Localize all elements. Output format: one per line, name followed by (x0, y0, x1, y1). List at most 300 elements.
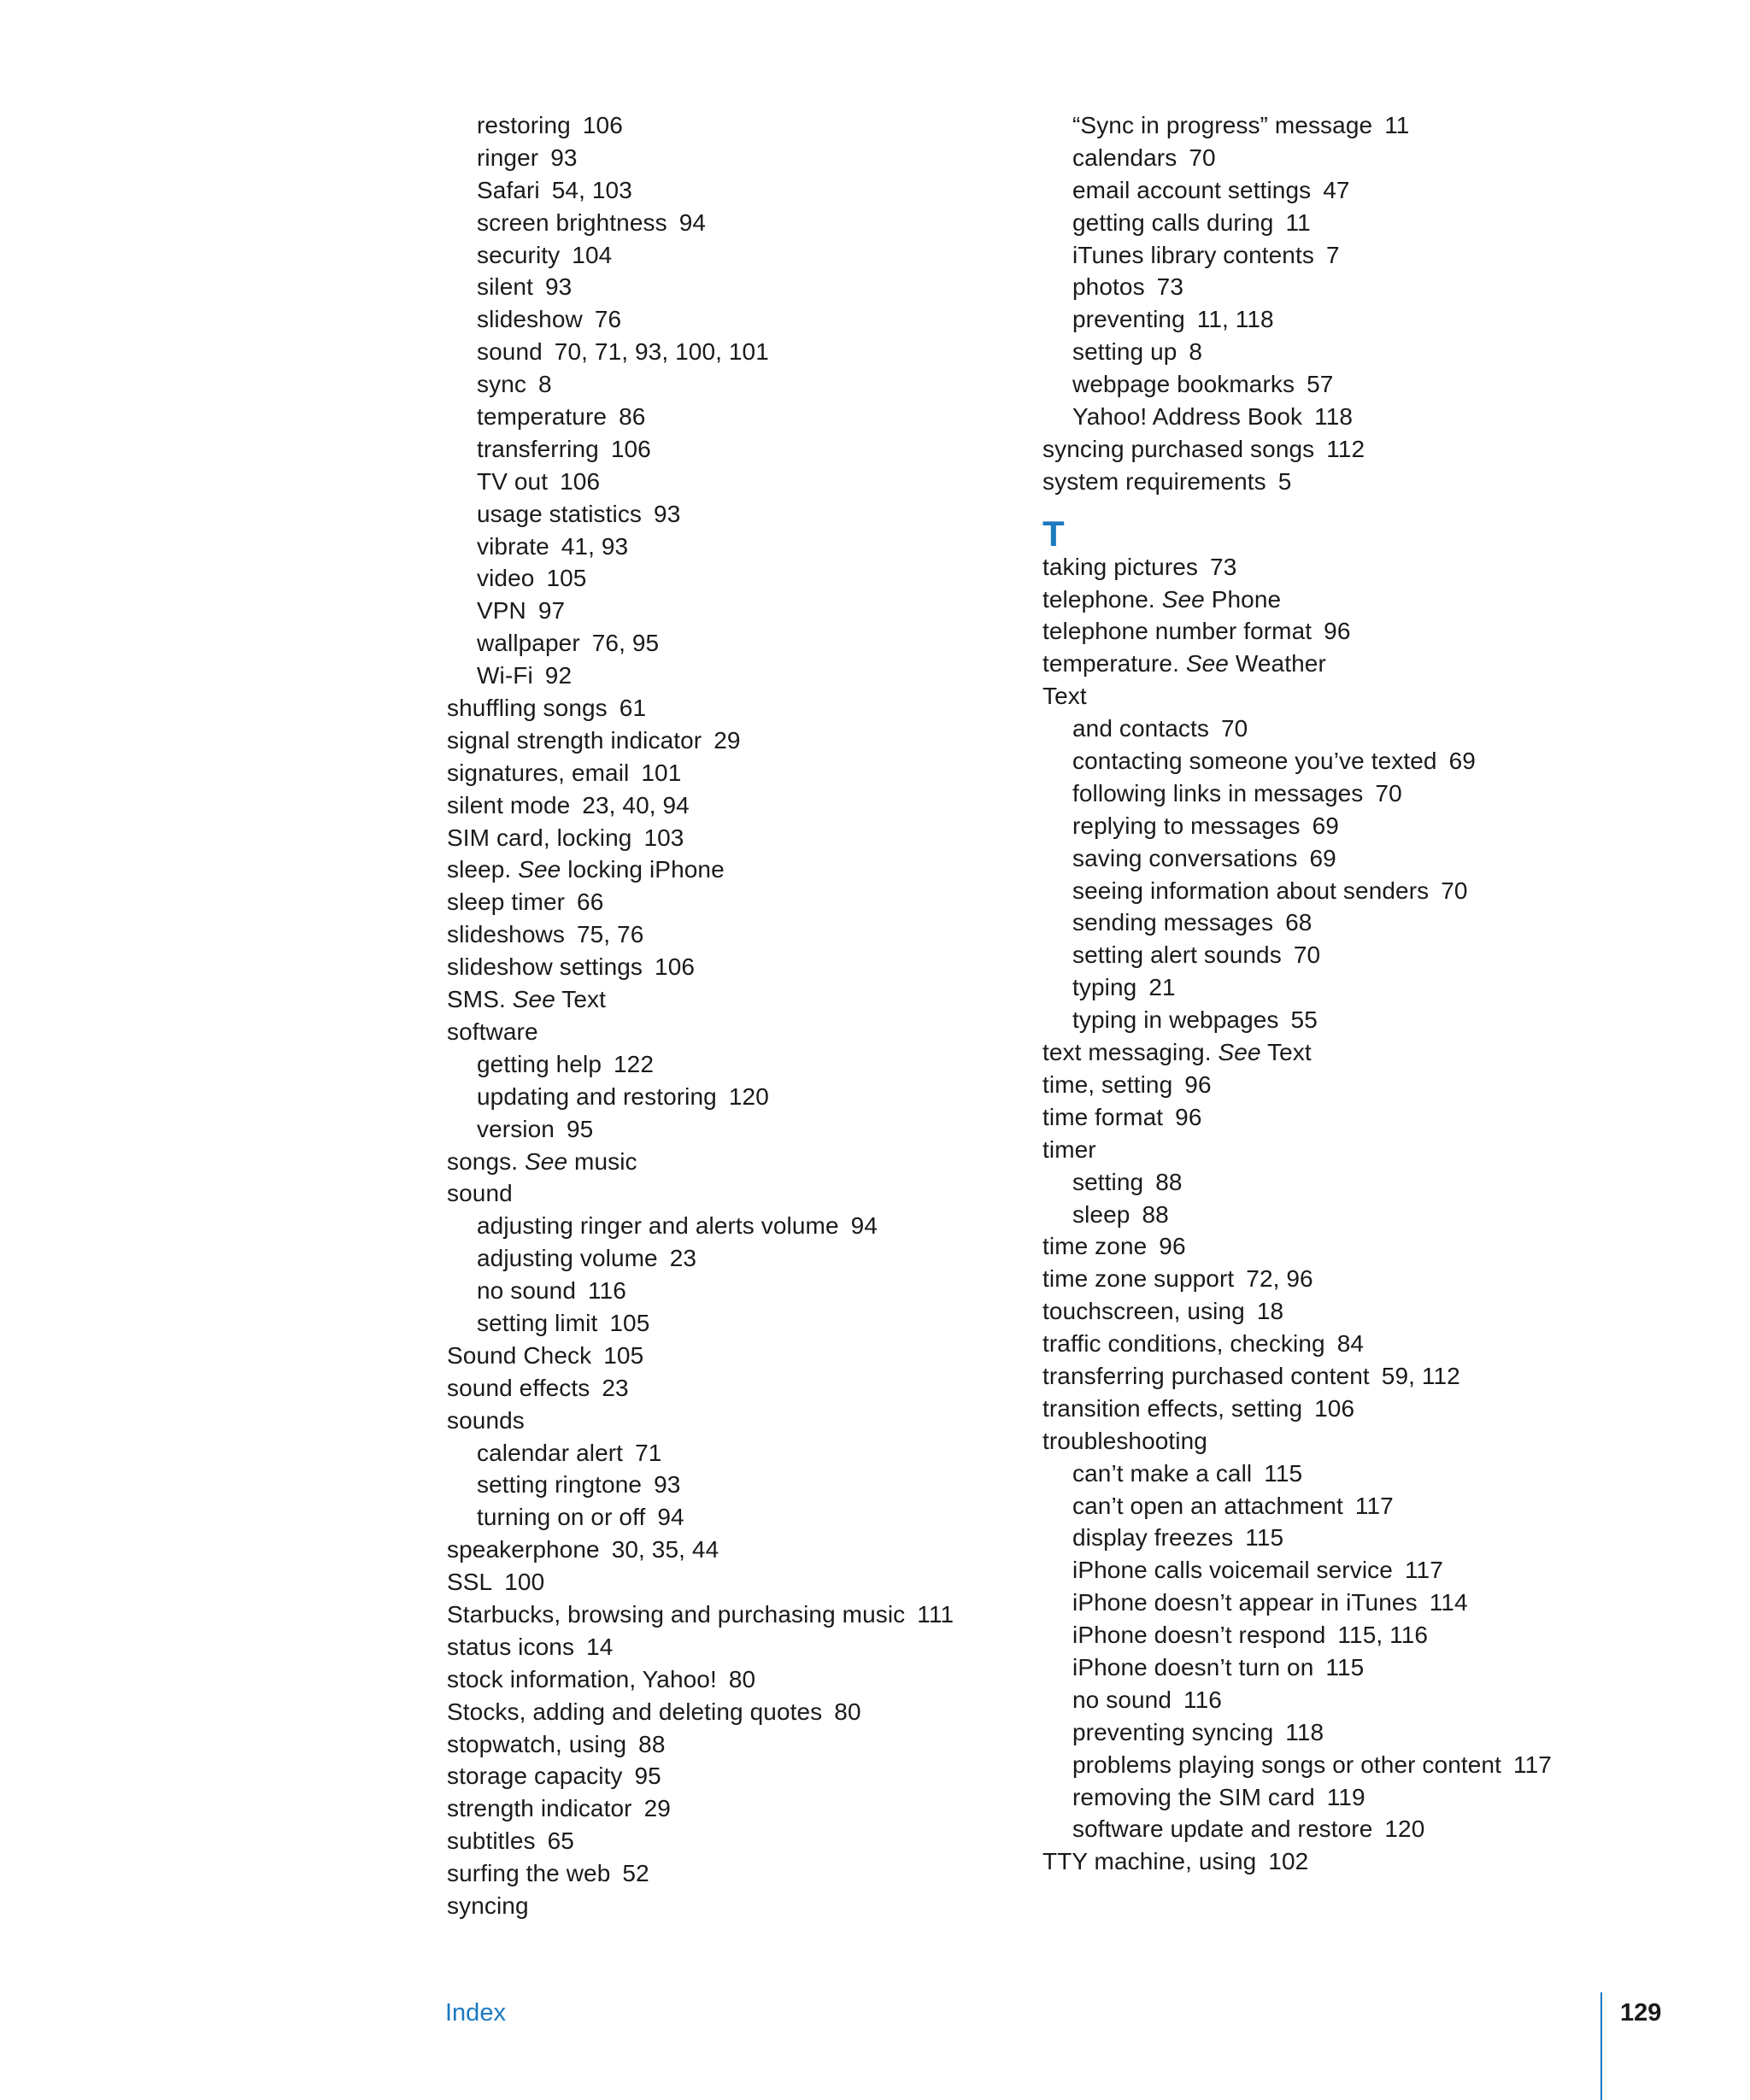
index-term: syncing purchased songs (1042, 435, 1315, 462)
index-page-refs: 70, 71, 93, 100, 101 (554, 338, 769, 366)
see-reference-target: music (574, 1147, 637, 1175)
index-term: temperature (477, 403, 608, 431)
index-page-refs: 92 (544, 662, 573, 689)
index-entry (447, 1177, 994, 1210)
index-term: sending messages (1072, 909, 1274, 936)
index-page-refs: 72, 96 (1246, 1265, 1313, 1293)
index-page-refs: 29 (643, 1795, 671, 1822)
index-page-refs: 66 (577, 889, 604, 916)
index-subentry (447, 109, 994, 142)
index-page-refs: 94 (850, 1212, 878, 1240)
index-subentry (1042, 939, 1641, 971)
index-term: software (447, 1018, 538, 1045)
index-page-refs: 11, 118 (1196, 306, 1274, 333)
index-subentry (1042, 1554, 1641, 1587)
index-subentry (1042, 1490, 1641, 1522)
index-term: taking pictures (1042, 553, 1199, 580)
index-term: transition effects, setting (1042, 1394, 1303, 1422)
index-term: silent mode (447, 791, 571, 818)
index-page-refs: 23, 40, 94 (582, 791, 690, 818)
index-term: sleep. (447, 856, 512, 883)
index-page-refs: 59, 112 (1381, 1362, 1460, 1389)
index-entry (1042, 615, 1641, 648)
index-page-refs: 100 (504, 1569, 545, 1596)
index-page-refs: 30, 35, 44 (611, 1536, 719, 1563)
index-term: timer (1042, 1135, 1096, 1163)
index-term: sync (477, 371, 526, 398)
index-term: updating and restoring (477, 1082, 717, 1110)
index-page-refs: 80 (834, 1698, 861, 1725)
index-entry (1042, 1134, 1641, 1166)
index-subentry (1042, 875, 1641, 907)
index-term: Stocks, adding and deleting quotes (447, 1698, 823, 1725)
index-page-refs: 70 (1375, 779, 1402, 807)
index-subentry (447, 303, 994, 336)
index-term: sound (447, 1180, 513, 1207)
index-term: sleep (1072, 1200, 1130, 1228)
see-reference-label: See (1185, 650, 1229, 678)
index-entry (447, 1760, 994, 1792)
index-entry (447, 886, 994, 918)
index-entry (447, 1696, 994, 1728)
index-subentry (1042, 1781, 1641, 1814)
index-term: Text (1042, 683, 1087, 710)
index-term: time format (1042, 1103, 1164, 1130)
index-page-refs: 84 (1336, 1330, 1365, 1358)
index-subentry (447, 1437, 994, 1469)
index-entry (1042, 1295, 1641, 1328)
index-entry (447, 1857, 994, 1890)
index-page-refs: 69 (1448, 748, 1476, 775)
index-term: songs. (447, 1147, 519, 1175)
index-entry (1042, 680, 1641, 713)
index-page-refs: 117 (1512, 1751, 1552, 1778)
index-term: following links in messages (1072, 779, 1364, 807)
index-term: iPhone calls voicemail service (1072, 1557, 1393, 1584)
index-page-refs: 23 (669, 1245, 697, 1272)
index-page-refs: 54, 103 (551, 176, 632, 203)
index-entry (1042, 1101, 1641, 1134)
index-page-refs: 61 (619, 695, 647, 722)
index-term: time zone support (1042, 1265, 1235, 1293)
index-entry (447, 1890, 994, 1922)
index-page-refs: 96 (1184, 1071, 1212, 1098)
index-subentry (447, 498, 994, 531)
index-page-refs: 106 (610, 435, 651, 462)
index-term: silent (477, 273, 533, 301)
index-term: removing the SIM card (1072, 1783, 1315, 1810)
index-term: and contacts (1072, 715, 1209, 742)
index-subentry (1042, 336, 1641, 368)
index-entry (447, 1792, 994, 1825)
index-page-refs: 120 (1384, 1816, 1425, 1843)
index-page-refs: 93 (550, 144, 578, 171)
index-page-refs: 7 (1325, 241, 1340, 268)
index-page-refs: 69 (1312, 812, 1339, 839)
index-term: shuffling songs (447, 695, 608, 722)
index-page-refs: 88 (1142, 1200, 1169, 1228)
index-subentry (1042, 368, 1641, 401)
index-entry (447, 951, 994, 983)
index-page-refs: 93 (654, 500, 681, 527)
index-entry (447, 1340, 994, 1372)
index-subentry (447, 142, 994, 174)
index-term: troubleshooting (1042, 1427, 1207, 1454)
index-term: typing in webpages (1072, 1006, 1279, 1034)
index-entry (1042, 1069, 1641, 1101)
index-term: Wi-Fi (477, 662, 533, 689)
index-entry (1042, 551, 1641, 584)
index-page-refs: 111 (917, 1600, 954, 1628)
index-term: slideshow settings (447, 953, 643, 981)
index-page-refs: 76, 95 (591, 630, 660, 657)
index-term: signal strength indicator (447, 726, 702, 754)
index-entry (1042, 1036, 1641, 1069)
index-entry (1042, 648, 1641, 680)
index-term: photos (1072, 273, 1145, 301)
index-page-refs: 70 (1189, 144, 1216, 171)
index-page-refs: 95 (634, 1763, 661, 1790)
index-subentry (1042, 777, 1641, 810)
index-term: getting help (477, 1050, 602, 1077)
index-term: problems playing songs or other content (1072, 1751, 1501, 1778)
index-page-refs: 106 (655, 953, 696, 981)
index-entry (1042, 1845, 1641, 1878)
index-subentry (447, 1501, 994, 1534)
index-subentry (447, 1242, 994, 1275)
footer-divider (1600, 1992, 1602, 2100)
index-page-refs: 103 (643, 824, 684, 851)
index-subentry (447, 466, 994, 498)
index-term: adjusting ringer and alerts volume (477, 1212, 839, 1240)
index-subentry (447, 401, 994, 433)
index-page-refs: 95 (566, 1115, 594, 1142)
index-term: seeing information about senders (1072, 877, 1430, 904)
index-term: signatures, email (447, 759, 630, 786)
index-term: VPN (477, 597, 526, 625)
index-subentry (1042, 174, 1641, 207)
index-page-refs: 88 (638, 1730, 666, 1757)
see-reference-label: See (525, 1147, 568, 1175)
index-subentry (447, 1048, 994, 1081)
index-term: stock information, Yahoo! (447, 1665, 717, 1692)
index-page-refs: 86 (619, 403, 646, 431)
index-page-refs: 68 (1285, 909, 1312, 936)
index-subentry (1042, 713, 1641, 745)
index-page-refs: 93 (654, 1471, 681, 1499)
index-subentry (1042, 1004, 1641, 1036)
see-reference-label: See (512, 986, 555, 1013)
index-term: iPhone doesn’t respond (1072, 1622, 1326, 1649)
index-entry (447, 789, 994, 822)
index-page-refs: 65 (547, 1827, 574, 1855)
index-subentry (447, 531, 994, 563)
index-column-left (447, 109, 994, 1922)
index-entry (447, 1016, 994, 1048)
index-term: telephone. (1042, 585, 1155, 613)
index-page-refs: 71 (635, 1439, 662, 1466)
index-subentry (1042, 1651, 1641, 1684)
index-subentry (447, 1469, 994, 1501)
index-entry (447, 983, 994, 1016)
index-page-refs: 117 (1354, 1492, 1394, 1519)
index-term: sound (477, 338, 543, 366)
index-entry (447, 1372, 994, 1405)
see-reference-label: See (518, 856, 561, 883)
index-term: setting limit (477, 1309, 598, 1336)
index-term: stopwatch, using (447, 1730, 627, 1757)
index-page-refs: 94 (657, 1504, 684, 1531)
index-page-refs: 70 (1441, 877, 1468, 904)
index-term: iPhone doesn’t appear in iTunes (1072, 1589, 1418, 1616)
index-term: version (477, 1115, 555, 1142)
index-term: Safari (477, 176, 540, 203)
index-term: transferring (477, 435, 599, 462)
index-subentry (447, 207, 994, 239)
index-term: contacting someone you’ve texted (1072, 748, 1437, 775)
index-subentry (1042, 971, 1641, 1004)
index-subentry (447, 368, 994, 401)
index-subentry (447, 433, 994, 466)
index-subentry (1042, 271, 1641, 303)
index-term: Starbucks, browsing and purchasing music (447, 1600, 906, 1628)
see-reference-target: Weather (1235, 650, 1326, 678)
index-term: replying to messages (1072, 812, 1301, 839)
index-page-refs: 11 (1384, 112, 1410, 138)
index-page-refs: 116 (588, 1277, 626, 1305)
index-subentry (1042, 142, 1641, 174)
index-term: temperature. (1042, 650, 1179, 678)
index-term: Sound Check (447, 1341, 592, 1369)
index-term: email account settings (1072, 176, 1312, 203)
index-entry (1042, 1230, 1641, 1263)
index-term: time, setting (1042, 1071, 1173, 1098)
index-page-refs: 8 (537, 371, 552, 398)
index-subentry (1042, 401, 1641, 433)
index-term: iTunes library contents (1072, 241, 1314, 268)
index-term: sleep timer (447, 889, 566, 916)
index-term: restoring (477, 112, 571, 138)
index-page-refs: 55 (1290, 1006, 1318, 1034)
see-reference-target: locking iPhone (567, 856, 725, 883)
index-page-refs: 14 (586, 1633, 614, 1660)
index-term: iPhone doesn’t turn on (1072, 1653, 1314, 1681)
index-entry (447, 1146, 994, 1178)
index-page-refs: 47 (1323, 176, 1350, 203)
index-term: adjusting volume (477, 1245, 658, 1272)
index-page-refs: 115, 116 (1337, 1622, 1429, 1649)
index-subentry (1042, 1522, 1641, 1554)
index-entry (1042, 466, 1641, 498)
index-entry (447, 1566, 994, 1598)
index-page-refs: 102 (1268, 1848, 1309, 1875)
index-page-refs: 23 (602, 1374, 629, 1401)
index-term: can’t make a call (1072, 1459, 1253, 1487)
index-page-refs: 96 (1324, 618, 1351, 645)
footer-section-title: Index (445, 1999, 506, 2027)
index-term: telephone number format (1042, 618, 1312, 645)
index-page-refs: 70 (1293, 941, 1321, 969)
index-entry (447, 918, 994, 951)
index-subentry (1042, 109, 1641, 142)
index-page-refs: 117 (1404, 1557, 1443, 1584)
index-entry (447, 822, 994, 854)
index-term: slideshows (447, 921, 565, 948)
index-page-refs: 119 (1326, 1783, 1365, 1810)
index-subentry (447, 1113, 994, 1146)
index-page-refs: 120 (728, 1082, 769, 1110)
index-term: Yahoo! Address Book (1072, 403, 1303, 431)
index-term: typing (1072, 974, 1137, 1001)
index-term: sound effects (447, 1374, 590, 1401)
index-subentry (447, 1275, 994, 1307)
index-term: display freezes (1072, 1524, 1234, 1552)
index-term: SSL (447, 1569, 493, 1596)
index-entry (447, 1825, 994, 1857)
index-term: SMS. (447, 986, 506, 1013)
index-entry (1042, 1425, 1641, 1458)
index-subentry (1042, 1716, 1641, 1749)
index-page-refs: 21 (1148, 974, 1176, 1001)
index-page-refs: 115 (1325, 1653, 1365, 1681)
index-entry (447, 1405, 994, 1437)
index-term: transferring purchased content (1042, 1362, 1370, 1389)
index-entry (1042, 1263, 1641, 1295)
index-term: speakerphone (447, 1536, 600, 1563)
index-entry (1042, 1360, 1641, 1393)
index-page-refs: 73 (1156, 273, 1184, 301)
index-subentry (1042, 1619, 1641, 1651)
index-entry (447, 724, 994, 757)
index-page-refs: 104 (572, 241, 613, 268)
index-page-refs: 93 (544, 273, 573, 301)
index-page-refs: 41, 93 (561, 532, 629, 560)
index-term: status icons (447, 1633, 575, 1660)
index-term: vibrate (477, 532, 549, 560)
index-subentry (447, 595, 994, 627)
index-subentry (1042, 303, 1641, 336)
index-subentry (447, 336, 994, 368)
index-term: traffic conditions, checking (1042, 1330, 1325, 1358)
index-page-refs: 106 (1314, 1394, 1355, 1422)
index-entry (447, 1663, 994, 1696)
index-page-refs: 80 (728, 1665, 756, 1692)
index-page-refs: 122 (614, 1050, 655, 1077)
index-page-refs: 57 (1307, 371, 1334, 398)
index-letter-heading: T (1042, 513, 1065, 554)
index-entry (1042, 1393, 1641, 1425)
index-page-refs: 118 (1285, 1718, 1324, 1745)
index-term: slideshow (477, 306, 583, 333)
index-subentry (447, 562, 994, 595)
index-page-refs: 112 (1326, 435, 1365, 462)
index-term: setting up (1072, 338, 1177, 366)
index-page-refs: 73 (1210, 553, 1237, 580)
index-term: subtitles (447, 1827, 536, 1855)
index-subentry (1042, 1749, 1641, 1781)
index-term: no sound (477, 1277, 577, 1305)
index-term: text messaging. (1042, 1039, 1212, 1066)
index-entry (1042, 433, 1641, 466)
index-page-refs: 118 (1314, 403, 1354, 431)
index-page-refs: 116 (1183, 1686, 1222, 1713)
index-entry (447, 1631, 994, 1663)
index-term: wallpaper (477, 630, 580, 657)
index-page-refs: 94 (678, 208, 707, 236)
index-subentry (1042, 745, 1641, 777)
index-subentry (1042, 810, 1641, 842)
index-term: ringer (477, 144, 539, 171)
index-subentry (447, 660, 994, 692)
index-term: webpage bookmarks (1072, 371, 1295, 398)
index-term: strength indicator (447, 1795, 632, 1822)
see-reference-label: See (1161, 585, 1205, 613)
index-page-refs: 88 (1155, 1168, 1183, 1195)
index-subentry (1042, 1684, 1641, 1716)
page-number: 129 (1620, 1999, 1662, 2027)
index-term: preventing syncing (1072, 1718, 1274, 1745)
index-term: usage statistics (477, 500, 643, 527)
index-term: system requirements (1042, 467, 1266, 495)
index-subentry (1042, 1166, 1641, 1199)
index-page-refs: 69 (1309, 844, 1336, 871)
index-entry (1042, 584, 1641, 616)
index-term: syncing (447, 1892, 529, 1919)
index-term: turning on or off (477, 1504, 646, 1531)
index-subentry (447, 271, 994, 303)
index-page-refs: 115 (1245, 1524, 1284, 1552)
index-page-refs: 5 (1277, 467, 1292, 495)
index-entry (447, 757, 994, 789)
index-subentry (447, 174, 994, 207)
index-entry (447, 1598, 994, 1631)
index-column-right (1042, 109, 1641, 1878)
index-subentry (447, 239, 994, 272)
index-subentry (1042, 1587, 1641, 1619)
index-subentry (447, 1307, 994, 1340)
index-term: setting ringtone (477, 1471, 643, 1499)
index-term: can’t open an attachment (1072, 1492, 1343, 1519)
index-term: SIM card, locking (447, 824, 632, 851)
index-term: calendars (1072, 144, 1177, 171)
index-term: touchscreen, using (1042, 1298, 1245, 1325)
index-term: security (477, 241, 561, 268)
index-term: video (477, 565, 535, 592)
index-term: “Sync in progress” message (1072, 112, 1373, 138)
index-subentry (1042, 239, 1641, 272)
index-page-refs: 96 (1175, 1103, 1202, 1130)
index-term: no sound (1072, 1686, 1172, 1713)
index-term: TV out (477, 467, 549, 495)
index-term: TTY machine, using (1042, 1848, 1257, 1875)
index-term: storage capacity (447, 1763, 623, 1790)
see-reference-target: Text (1267, 1039, 1312, 1066)
index-entry (447, 1534, 994, 1566)
index-term: setting (1072, 1168, 1144, 1195)
index-subentry (447, 1210, 994, 1242)
index-entry (447, 1728, 994, 1761)
index-term: software update and restore (1072, 1816, 1373, 1843)
index-term: sounds (447, 1406, 525, 1434)
index-page-refs: 8 (1189, 338, 1203, 366)
index-entry (447, 853, 994, 886)
index-page-refs: 52 (622, 1860, 649, 1887)
index-page-refs: 105 (546, 565, 587, 592)
index-page-refs: 115 (1264, 1459, 1303, 1487)
index-term: saving conversations (1072, 844, 1298, 871)
index-page-refs: 75, 76 (576, 921, 644, 948)
index-page-refs: 18 (1256, 1298, 1284, 1325)
